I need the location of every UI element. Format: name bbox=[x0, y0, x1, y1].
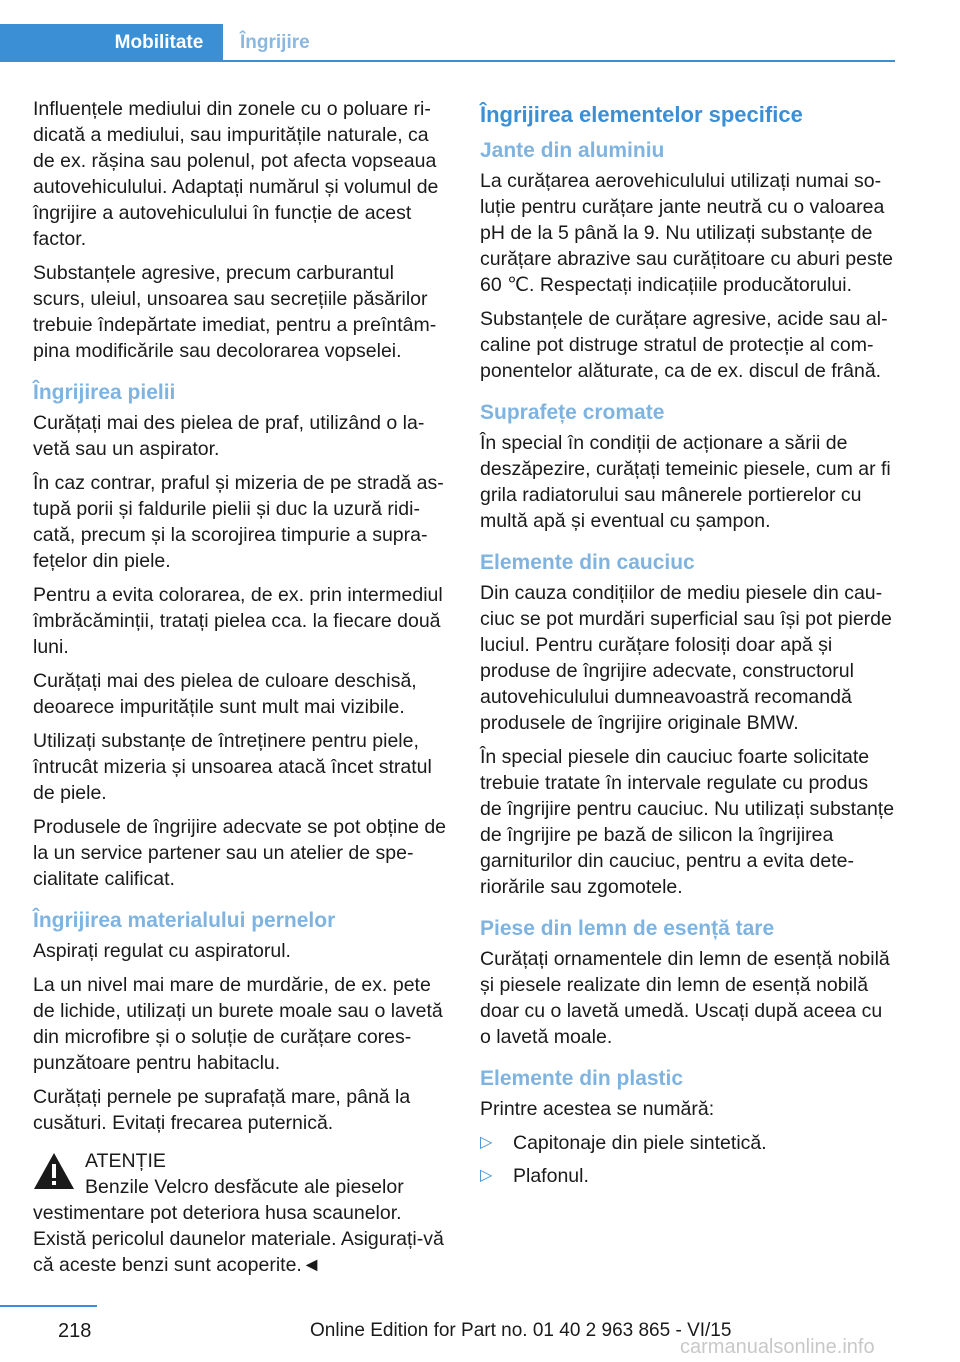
section-heading-upholstery: Îngrijirea materialului pernelor bbox=[33, 909, 336, 932]
left-column bbox=[33, 96, 448, 1278]
warning-triangle-icon bbox=[33, 1152, 75, 1190]
paragraph: Din cauza condițiilor de mediu piesele din cauciuc se pot murdări superficial sau își pot pierde luciul. Pentru curățare folosiți doar apă și produse de îngrijire adecvate, constructorul autovehiculului dumneavoastră recomandă produsele de îngrijire originale BMW. bbox=[480, 582, 892, 734]
header-accent-bar bbox=[0, 24, 95, 62]
section-heading-wood: Piese din lemn de esență tare bbox=[480, 917, 775, 940]
bullet-list bbox=[480, 1130, 895, 1189]
page-number: 218 bbox=[58, 1320, 92, 1342]
list-item-text: Plafonul. bbox=[513, 1165, 589, 1187]
list-item bbox=[480, 1130, 895, 1156]
list-item bbox=[480, 1163, 895, 1189]
paragraph: Curățați pernele pe suprafață mare, până la cusături. Evitați frecarea puternică. bbox=[33, 1086, 411, 1134]
page-header bbox=[0, 0, 960, 62]
tab-ingrijire[interactable]: Îngrijire bbox=[240, 32, 310, 53]
triangle-bullet-icon: ▷ bbox=[480, 1167, 493, 1184]
warning-text-first-line: Benzile Velcro desfăcute ale pieselor bbox=[85, 1176, 404, 1198]
section-heading-plastic: Elemente din plastic bbox=[480, 1067, 684, 1090]
paragraph: Pentru a evita colorarea, de ex. prin intermediul îmbrăcăminții, tratați pielea cca. la fiecare două luni. bbox=[33, 584, 443, 658]
paragraph: Curățați mai des pielea de culoare deschisă, deoarece impuritățile sunt mult mai vizibile. bbox=[33, 670, 417, 718]
triangle-bullet-icon: ▷ bbox=[480, 1134, 493, 1151]
warning-title: ATENȚIE bbox=[85, 1150, 166, 1172]
paragraph: La curățarea aerovehiculului utilizați numai soluție pentru curățare jante neutră cu o valoarea pH de la 5 până la 9. Nu utilizați substanțe de curățare abrazive sau curățitoare cu aburi peste 60 ℃. Respectați indicațiile producătorului. bbox=[480, 170, 893, 296]
paragraph: Curățați ornamentele din lemn de esență nobilă și piesele realizate din lemn de esență nobilă doar cu o lavetă umedă. Uscați după aceea cu o lavetă moale. bbox=[480, 948, 890, 1048]
paragraph: Printre acestea se numără: bbox=[480, 1098, 715, 1120]
paragraph: În special piesele din cauciuc foarte solicitate trebuie tratate în intervale regulate cu produs de îngrijire pentru cauciuc. Nu utilizați substanțe de îngrijire pe bază de silicon la îngrijirea garniturilor din cauciuc, pentru a evita deteriorările sau zgomotele. bbox=[480, 746, 895, 898]
section-heading-specific: Îngrijirea elementelor specifice bbox=[480, 102, 803, 127]
paragraph: Substanțele de curățare agresive, acide sau alcaline pot distruge stratul de protecție al componentelor alăturate, ca de ex. discul de frână. bbox=[480, 308, 888, 382]
section-heading-rims: Jante din aluminiu bbox=[480, 139, 665, 162]
warning-box bbox=[33, 1148, 448, 1278]
section-heading-leather: Îngrijirea pielii bbox=[33, 381, 176, 404]
watermark: carmanualsonline.info bbox=[680, 1336, 875, 1358]
section-heading-chrome: Suprafețe cromate bbox=[480, 401, 665, 424]
paragraph: Influențele mediului din zonele cu o poluare ridicată a mediului, sau impuritățile naturale, ca de ex. rășina sau polenul, pot afecta vopseaua autovehiculului. Adaptați numărul și volumul de îngrijire a autovehiculului în funcție de acest factor. bbox=[33, 98, 439, 250]
paragraph: La un nivel mai mare de murdărie, de ex. pete de lichide, utilizați un burete moale sau o lavetă din microfibre și o soluție de curățare corespunzătoare pentru habitaclu. bbox=[33, 974, 443, 1074]
paragraph: În special în condiții de acționare a sării de deszăpezire, curățați temeinic piesele, cum ar fi grila radiatorului sau mânerele portierelor cu multă apă și eventual cu șampon. bbox=[480, 432, 891, 532]
paragraph: În caz contrar, praful și mizeria de pe stradă astupă porii și faldurile pielii și duc la uzură ridicată, precum și la scorojirea timpurie a suprafețelor din piele. bbox=[33, 472, 444, 572]
tab-mobilitate[interactable]: Mobilitate bbox=[95, 24, 223, 62]
warning-text: vestimentare pot deteriora husa scaunelor. Există pericolul daunelor materiale. Asigurați-vă că aceste benzi sunt acoperite.◄ bbox=[33, 1202, 444, 1276]
paragraph: Substanțele agresive, precum carburantul scurs, uleiul, unsoarea sau secrețiile păsărilor trebuie îndepărtate imediat, pentru a preîntâmpina modificările sau decolorarea vopselei. bbox=[33, 262, 437, 362]
list-item-text: Capitonaje din piele sintetică. bbox=[513, 1132, 767, 1154]
paragraph: Produsele de îngrijire adecvate se pot obține de la un service partener sau un atelier de specialitate calificat. bbox=[33, 816, 447, 890]
right-column bbox=[480, 100, 895, 1196]
paragraph: Aspirați regulat cu aspiratorul. bbox=[33, 940, 291, 962]
paragraph: Curățați mai des pielea de praf, utilizând o lavetă sau un aspirator. bbox=[33, 412, 425, 460]
header-divider bbox=[223, 60, 895, 62]
footer-divider bbox=[0, 1305, 97, 1307]
paragraph: Utilizați substanțe de întreținere pentru piele, întrucât mizeria și unsoarea atacă încet stratul de piele. bbox=[33, 730, 432, 804]
section-heading-rubber: Elemente din cauciuc bbox=[480, 551, 695, 574]
edition-text: Online Edition for Part no. 01 40 2 963 865 - VI/15 bbox=[310, 1320, 732, 1341]
